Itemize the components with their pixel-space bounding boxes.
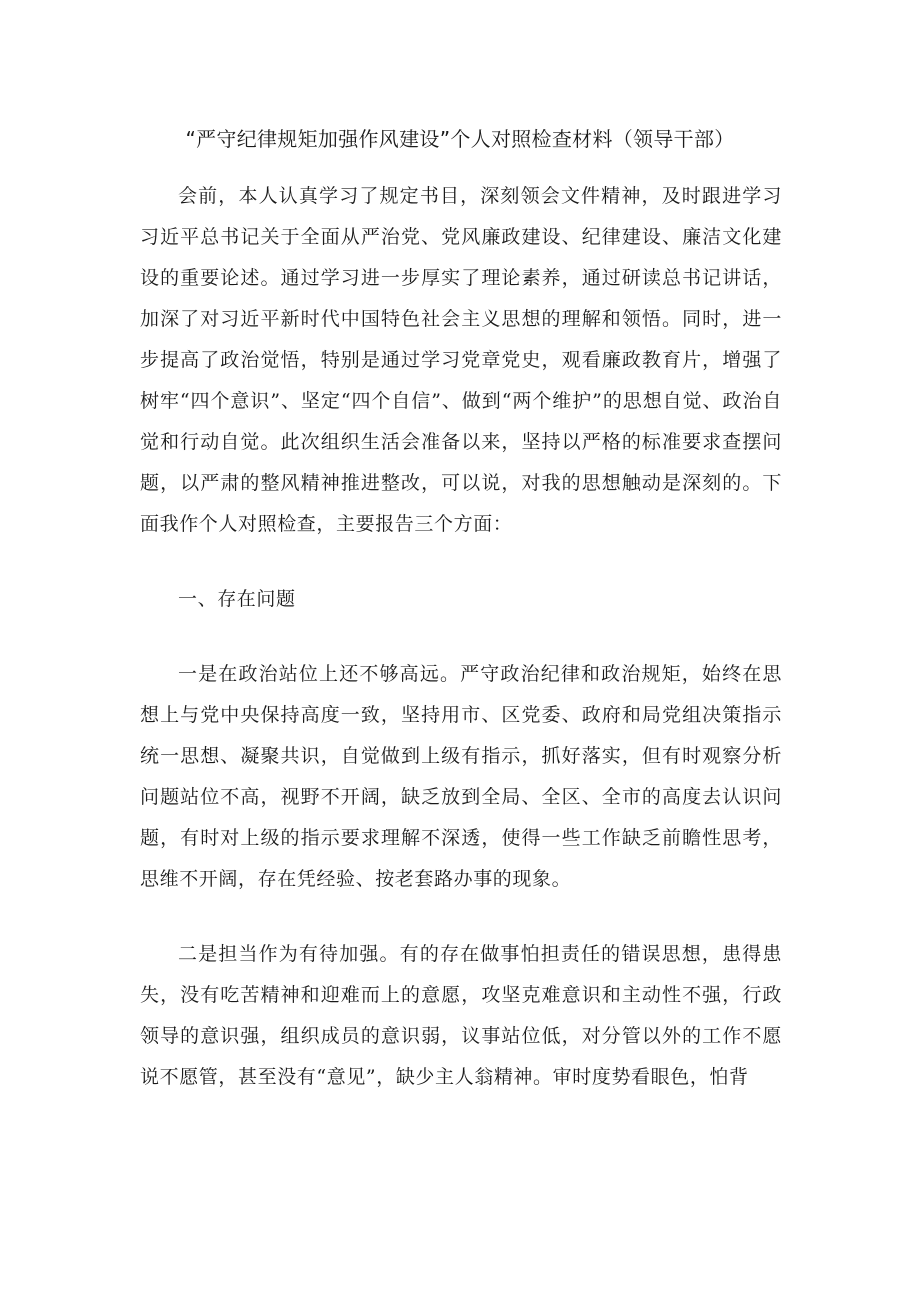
section-heading-problems: 一、存在问题 [178,588,296,610]
problem-point-2: 二是担当作为有待加强。有的存在做事怕担责任的错误思想，患得患失，没有吃苦精神和迎难而上的意愿，攻坚克难意识和主动性不强，行政领导的意识强，组织成员的意识弱，议事站位低，对分管以外的工作不愿说不愿管，甚至没有“意见”，缺少主人翁精神。审时度势看眼色，怕背 [140,943,782,1088]
document-body [140,176,782,1132]
problem-point-1: 一是在政治站位上还不够高远。严守政治纪律和政治规矩，始终在思想上与党中央保持高度一致，坚持用市、区党委、政府和局党组决策指示统一思想、凝聚共识，自觉做到上级有指示，抓好落实，但有时观察分析问题站位不高，视野不开阔，缺乏放到全局、全区、全市的高度去认识问题，有时对上级的指示要求理解不深透，使得一些工作缺乏前瞻性思考，思维不开阔，存在凭经验、按老套路办事的现象。 [140,663,782,890]
document-title: “严守纪律规矩加强作风建设”个人对照检查材料（领导干部） [185,127,735,151]
intro-paragraph: 会前，本人认真学习了规定书目，深刻领会文件精神，及时跟进学习习近平总书记关于全面从严治党、党风廉政建设、纪律建设、廉洁文化建设的重要论述。通过学习进一步厚实了理论素养，通过研读总书记讲话，加深了对习近平新时代中国特色社会主义思想的理解和领悟。同时，进一步提高了政治觉悟，特别是通过学习党章党史，观看廉政教育片，增强了树牢“四个意识”、坚定“四个自信”、做到“两个维护”的思想自觉、政治自觉和行动自觉。此次组织生活会准备以来，坚持以严格的标准要求查摆问题，以严肃的整风精神推进整改，可以说，对我的思想触动是深刻的。下面我作个人对照检查，主要报告三个方面： [140,185,782,535]
